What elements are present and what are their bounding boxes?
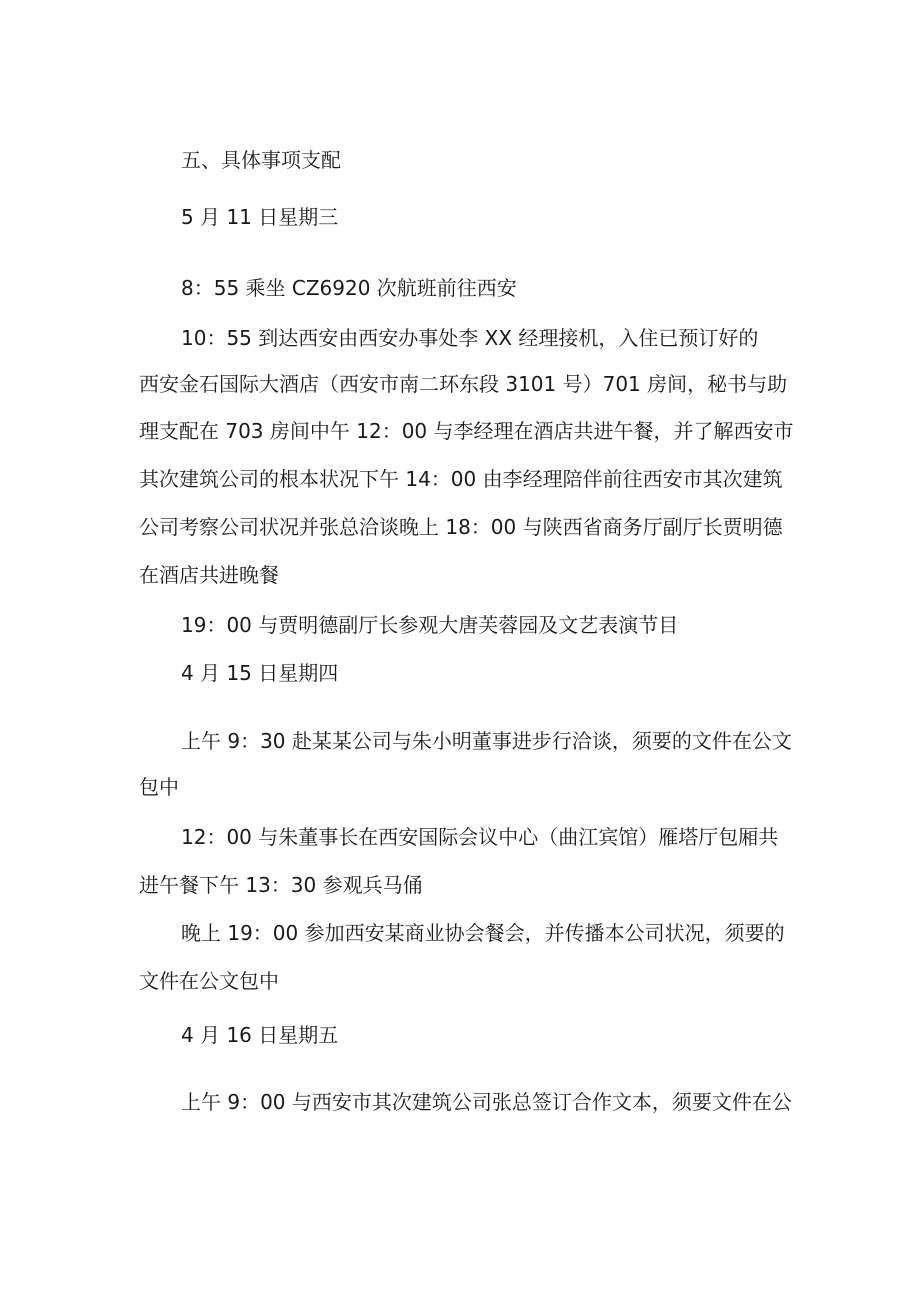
section-heading: 五、具体事项支配: [181, 148, 341, 172]
day2-evening-line: 文件在公文包中: [139, 969, 279, 993]
day1-arrival-line: 西安金石国际大酒店（西安市南二环东段 3101 号）701 房间，秘书与助: [139, 372, 788, 396]
day2-noon-line: 12：00 与朱董事长在西安国际会议中心（曲江宾馆）雁塔厅包厢共: [181, 825, 779, 849]
day2-evening-line: 晚上 19：00 参加西安某商业协会餐会，并传播本公司状况，须要的: [181, 921, 785, 945]
day1-arrival-line: 公司考察公司状况并张总洽谈晚上 18：00 与陕西省商务厅副厅长贾明德: [139, 515, 783, 539]
day1-evening: 19：00 与贾明德副厅长参观大唐芙蓉园及文艺表演节目: [181, 613, 679, 637]
day1-arrival-line: 理支配在 703 房间中午 12：00 与李经理在酒店共进午餐，并了解西安市: [139, 419, 794, 443]
day3-date: 4 月 16 日星期五: [181, 1023, 339, 1047]
day1-flight: 8：55 乘坐 CZ6920 次航班前往西安: [181, 276, 517, 300]
day2-morning-line: 包中: [139, 775, 179, 799]
day1-date: 5 月 11 日星期三: [181, 205, 339, 229]
day1-arrival-line: 其次建筑公司的根本状况下午 14：00 由李经理陪伴前往西安市其次建筑: [139, 467, 783, 491]
day2-noon-line: 进午餐下午 13：30 参观兵马俑: [139, 873, 423, 897]
day1-arrival-line: 10：55 到达西安由西安办事处李 XX 经理接机，入住已预订好的: [181, 326, 759, 350]
day2-date: 4 月 15 日星期四: [181, 661, 339, 685]
day2-morning-line: 上午 9：30 赴某某公司与朱小明董事进步行洽谈，须要的文件在公文: [181, 729, 792, 753]
day3-morning: 上午 9：00 与西安市其次建筑公司张总签订合作文本，须要文件在公: [181, 1090, 792, 1114]
day1-arrival-line: 在酒店共进晚餐: [139, 563, 279, 587]
